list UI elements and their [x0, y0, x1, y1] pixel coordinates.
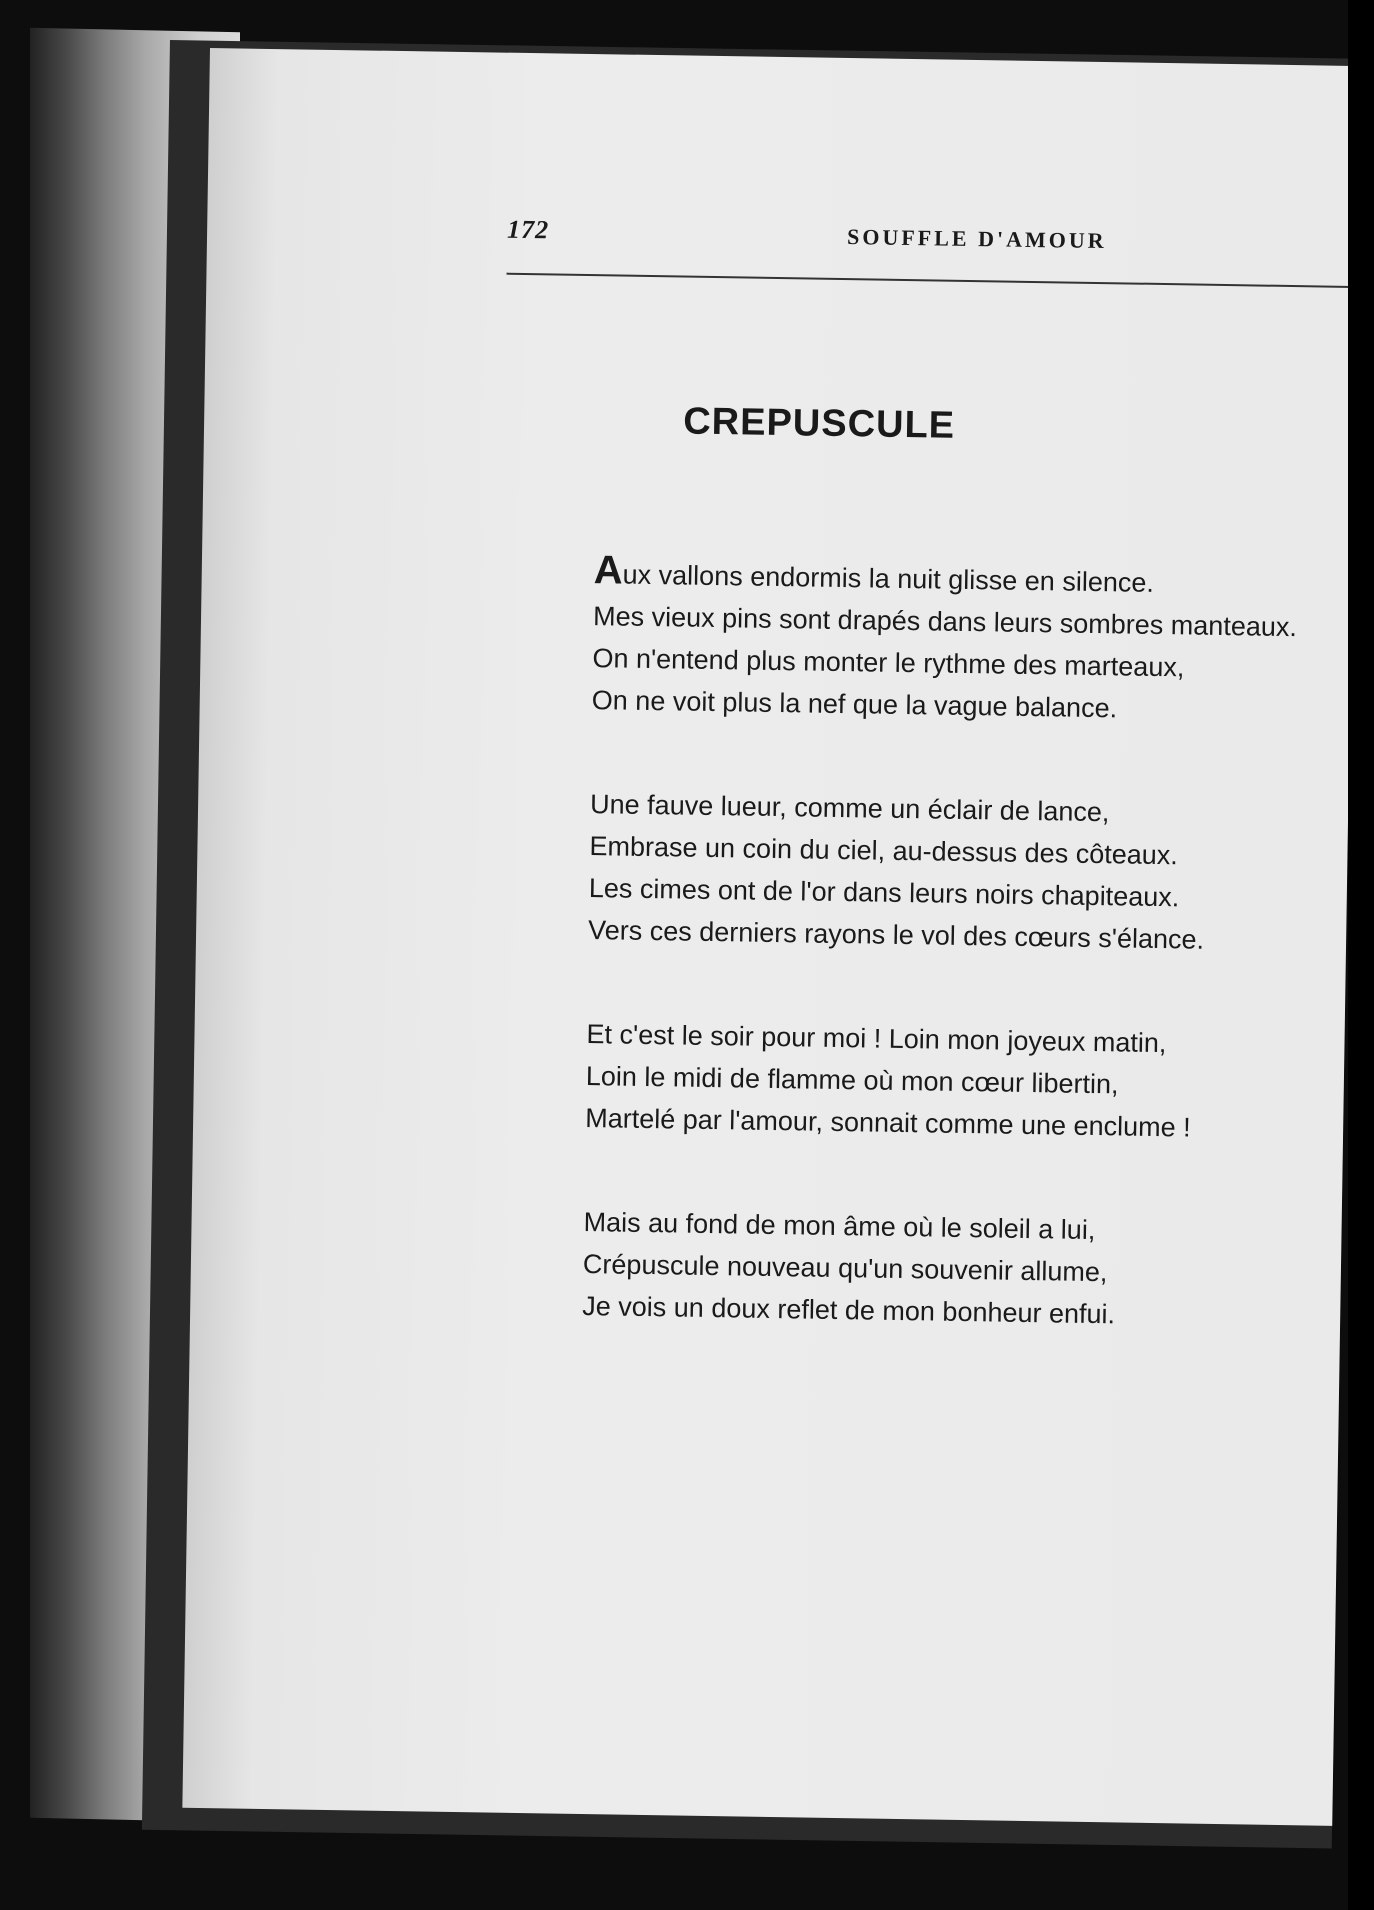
page-number: 172 [506, 214, 550, 245]
verse-line: Vers ces derniers rayons le vol des cœurs s'élance. [587, 915, 1205, 955]
verse-line: On n'entend plus monter le rythme des marteaux, [592, 643, 1185, 683]
verse-line: Mes vieux pins sont drapés dans leurs sombres manteaux. [592, 601, 1298, 643]
stanza-3 [585, 1013, 1307, 1150]
verse-line: Et c'est le soir pour moi ! Loin mon joyeux matin, [586, 1019, 1167, 1059]
verse-line: On ne voit plus la nef que la vague balance. [591, 685, 1118, 724]
running-head [507, 215, 1374, 271]
stanza-4 [582, 1201, 1304, 1338]
drop-cap: A [593, 548, 624, 593]
header-rule [506, 273, 1374, 291]
book-page [182, 48, 1360, 1826]
verse-line: Les cimes ont de l'or dans leurs noirs chapiteaux. [588, 873, 1180, 913]
stanza-2 [588, 783, 1311, 962]
verse-line: Loin le midi de flamme où mon cœur libertin, [585, 1061, 1119, 1100]
verse-line: Une fauve lueur, comme un éclair de lance, [589, 789, 1110, 828]
verse-line: Embrase un coin du ciel, au-dessus des côteaux. [589, 831, 1179, 871]
verse-line: Je vois un doux reflet de mon bonheur enfui. [582, 1291, 1116, 1330]
verse-line: Crépuscule nouveau qu'un souvenir allume, [582, 1249, 1108, 1288]
poem-title: CREPUSCULE [682, 400, 956, 447]
running-title: SOUFFLE D'AMOUR [846, 224, 1107, 254]
verse-line: Mais au fond de mon âme où le soleil a lui, [583, 1207, 1096, 1246]
poem-body [581, 549, 1314, 1400]
verse-line: Martelé par l'amour, sonnait comme une enclume ! [585, 1103, 1191, 1143]
stanza-1 [591, 549, 1314, 732]
scan-border [1348, 0, 1374, 1910]
verse-text: ux vallons endormis la nuit glisse en silence. [622, 559, 1155, 598]
